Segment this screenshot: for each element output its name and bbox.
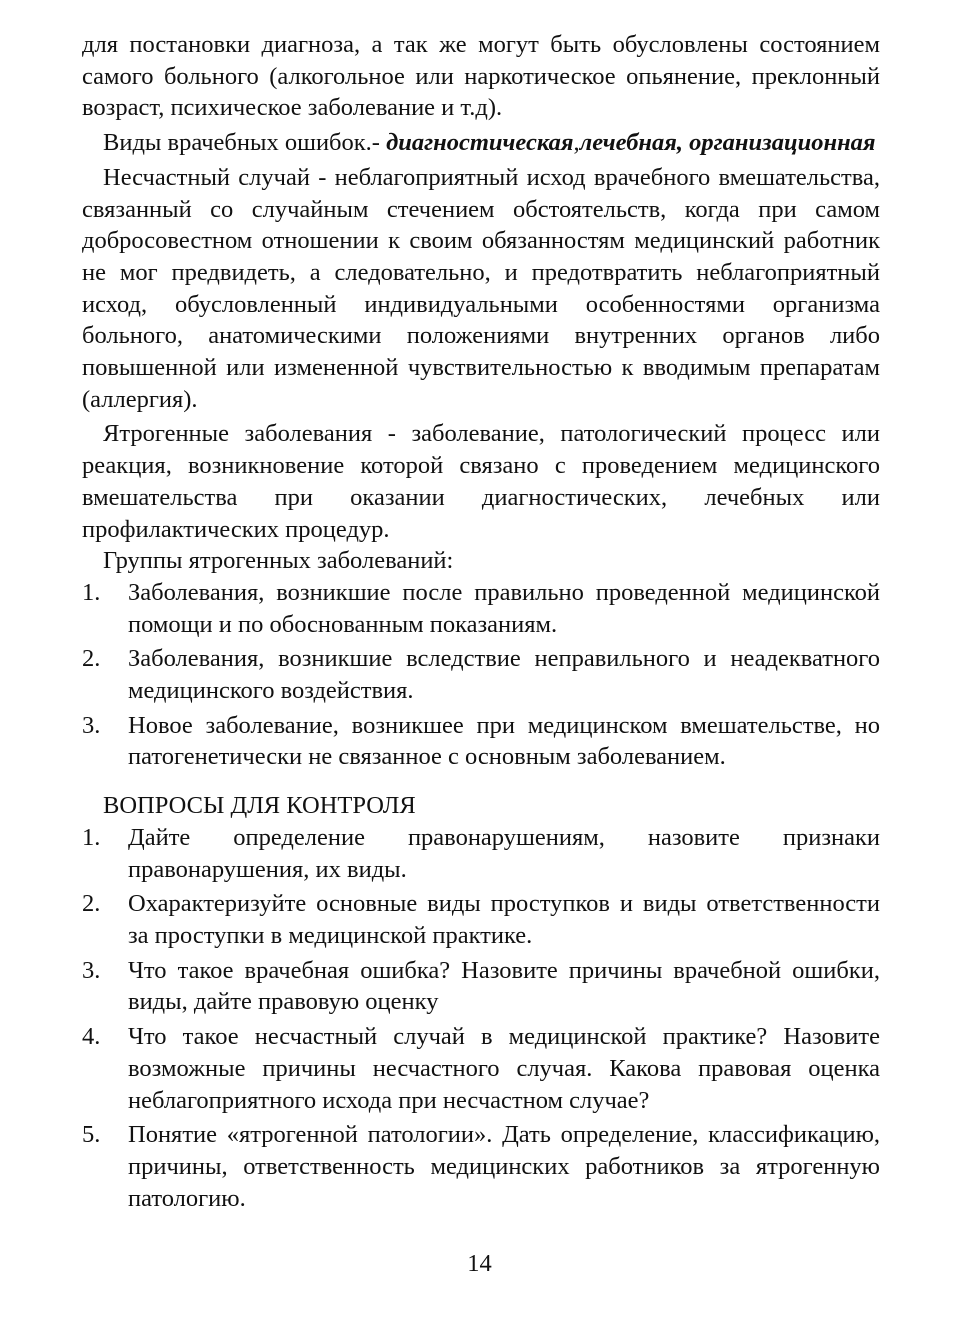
page-number: 14 xyxy=(467,1250,492,1277)
iatrogenic-groups-list xyxy=(82,577,880,773)
paragraph-accident-definition: Несчастный случай - неблагоприятный исход врачебного вмешательства, связанный со случайным стечением обстоятельств, когда при самом добросовестном отношении к своим обязанностям медицинский работник не мог предвидеть, а следовательно, и предотвратить неблагоприятный исход, обусловленный индивидуальными особенностями организма больного, анатомическими положениями внутренних органов либо повышенной или измененной чувствительностью к вводимым препаратам (аллергия). xyxy=(82,163,880,413)
list-item-number: 4. xyxy=(82,1023,101,1051)
paragraph-iatrogenic-definition: Ятрогенные заболевания - заболевание, патологический процесс или реакция, возникновение которой связано с проведением медицинского вмешательства при оказании диагностических, лечебных или профилактических процедур. xyxy=(82,420,880,543)
list-item xyxy=(82,888,880,951)
list-item xyxy=(82,710,880,773)
list-item-text: Понятие «ятрогенной патологии». Дать определение, классификацию, причины, ответственность медицинских работников за ятрогенную патологию. xyxy=(128,1121,880,1212)
list-item xyxy=(82,822,880,885)
list-item-number: 1. xyxy=(82,578,101,606)
section-spacer xyxy=(82,773,880,790)
list-item-number: 5. xyxy=(82,1121,101,1149)
list-item-text: Заболевания, возникшие вследствие неправильного и неадекватного медицинского воздействия. xyxy=(128,645,880,705)
list-item-text: Что такое врачебная ошибка? Назовите причины врачебной ошибки, виды, дайте правовую оценку xyxy=(128,956,880,1016)
list-item-number: 1. xyxy=(82,823,101,851)
paragraph-continuation: для постановки диагноза, а так же могут быть обусловлены состоянием самого больного (алкогольное или наркотическое опьянение, преклонный возраст, психическое заболевание и т.д). xyxy=(82,31,880,122)
control-questions-list xyxy=(82,822,880,1214)
list-item xyxy=(82,1119,880,1214)
list-item xyxy=(82,643,880,706)
error-type-treatment-organizational: лечебная, организационная xyxy=(579,129,876,157)
list-item-text: Что такое несчастный случай в медицинской практике? Назовите возможные причины несчастного случая. Какова правовая оценка неблагоприятного исхода при несчастном случае? xyxy=(128,1023,880,1114)
error-types-separator: , xyxy=(573,129,580,157)
list-item xyxy=(82,955,880,1018)
list-item-number: 2. xyxy=(82,645,101,673)
list-item-number: 3. xyxy=(82,956,101,984)
list-item-number: 3. xyxy=(82,711,101,739)
list-item-text: Заболевания, возникшие после правильно проведенной медицинской помощи и по обоснованным показаниям. xyxy=(128,578,880,638)
error-types-lead: Виды врачебных ошибок.- xyxy=(103,129,387,157)
list-item-text: Дайте определение правонарушениям, назовите признаки правонарушения, их виды. xyxy=(128,823,880,883)
error-type-diagnostic: диагностическая xyxy=(386,129,574,157)
list-item-text: Охарактеризуйте основные виды проступков и виды ответственности за проступки в медицинской практике. xyxy=(128,890,880,949)
list-item-number: 2. xyxy=(82,890,101,918)
list-item xyxy=(82,577,880,640)
questions-heading: ВОПРОСЫ ДЛЯ КОНТРОЛЯ xyxy=(103,792,416,820)
list-item xyxy=(82,1021,880,1116)
list-item-text: Новое заболевание, возникшее при медицинском вмешательстве, но патогенетически не связанное с основным заболеванием. xyxy=(128,711,880,771)
paragraph-error-types xyxy=(82,127,880,159)
paragraph-groups-intro: Группы ятрогенных заболеваний: xyxy=(103,547,454,575)
